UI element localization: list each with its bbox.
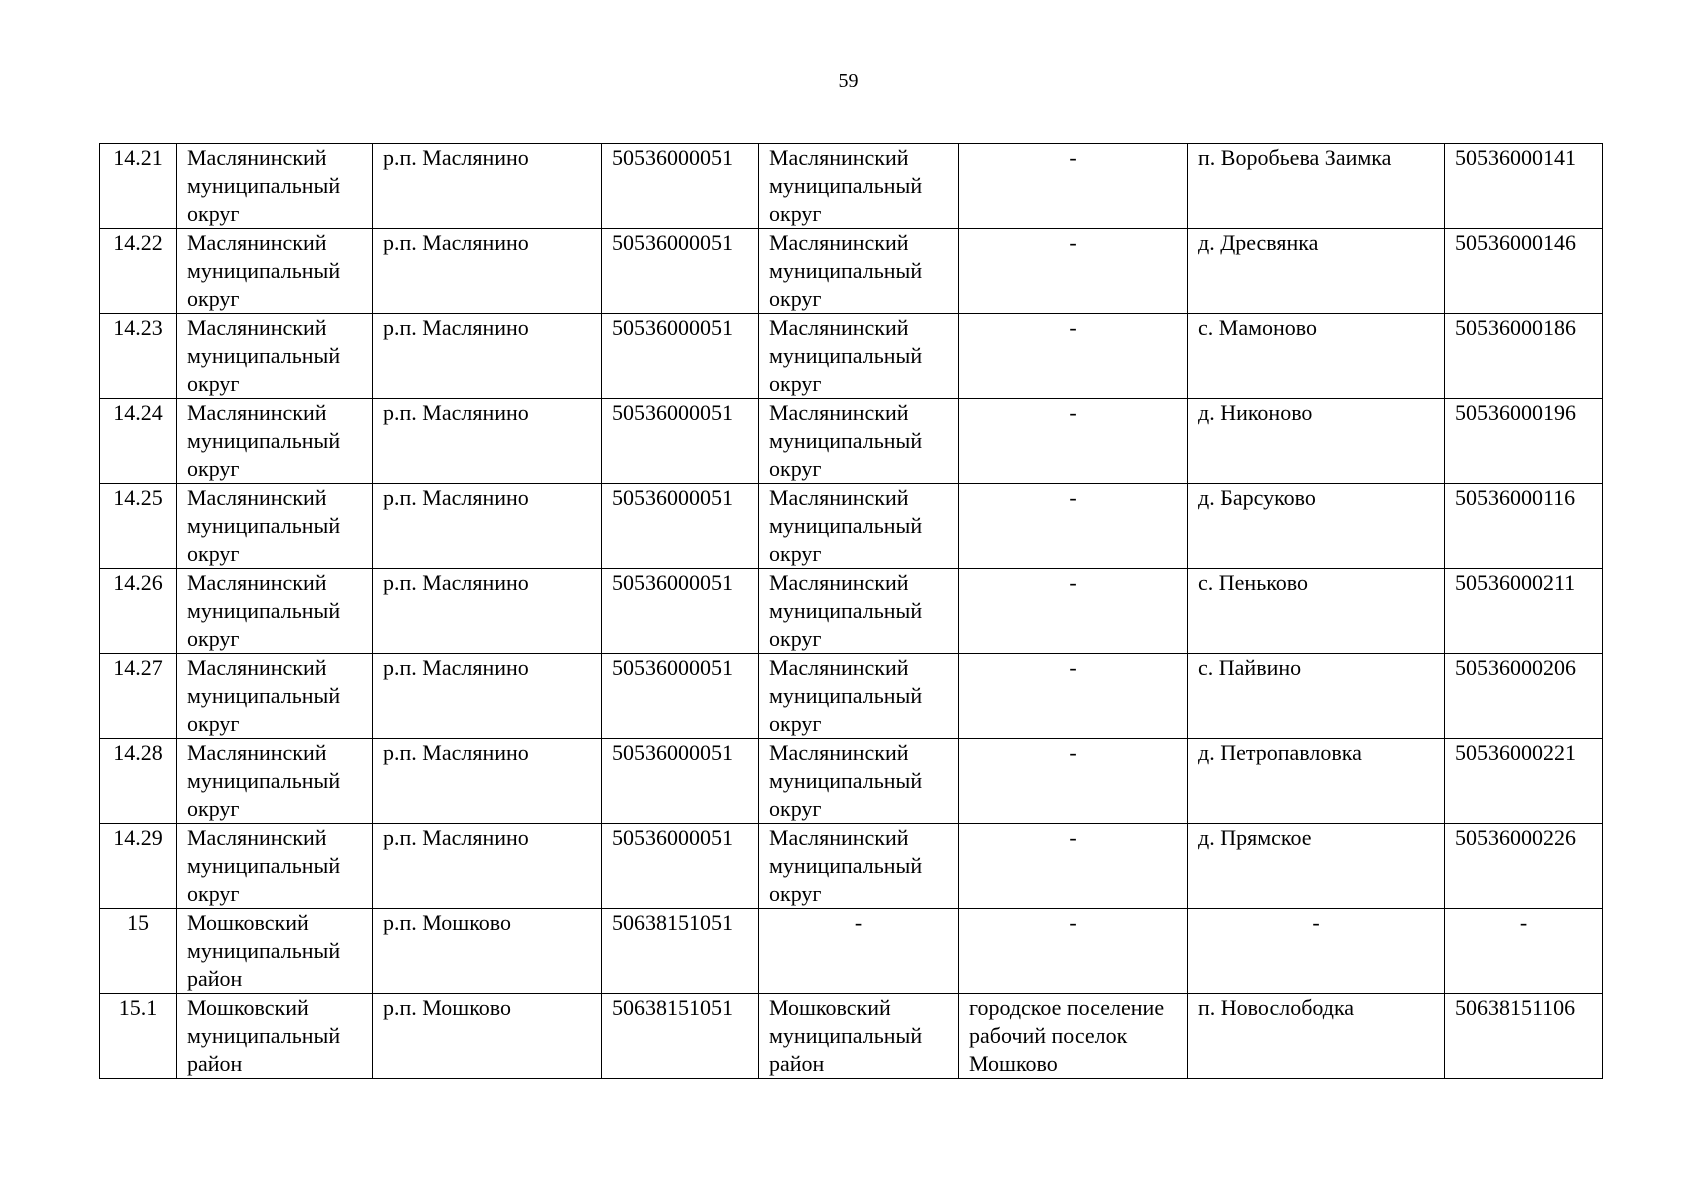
locality-cell: с. Пайвино: [1188, 654, 1445, 739]
district-cell: Маслянинский муниципальный округ: [177, 314, 373, 399]
locality-code-cell: 50536000226: [1445, 824, 1603, 909]
district-cell: Маслянинский муниципальный округ: [177, 229, 373, 314]
district-cell: Маслянинский муниципальный округ: [177, 484, 373, 569]
settlement-cell: -: [959, 144, 1188, 229]
municipality-cell: Маслянинский муниципальный округ: [759, 144, 959, 229]
admin-center-cell: р.п. Мошково: [373, 994, 602, 1079]
locality-code-cell: -: [1445, 909, 1603, 994]
table-body: [100, 144, 1603, 1079]
row-number-cell: 14.29: [100, 824, 177, 909]
admin-center-cell: р.п. Маслянино: [373, 229, 602, 314]
oktmo-code-cell: 50536000051: [602, 399, 759, 484]
locality-code-cell: 50536000196: [1445, 399, 1603, 484]
admin-center-cell: р.п. Маслянино: [373, 824, 602, 909]
oktmo-code-cell: 50536000051: [602, 739, 759, 824]
settlement-cell: -: [959, 654, 1188, 739]
settlements-table: [99, 143, 1603, 1079]
settlement-cell: -: [959, 229, 1188, 314]
admin-center-cell: р.п. Маслянино: [373, 399, 602, 484]
settlement-cell: -: [959, 314, 1188, 399]
locality-code-cell: 50536000186: [1445, 314, 1603, 399]
oktmo-code-cell: 50536000051: [602, 654, 759, 739]
row-number-cell: 14.22: [100, 229, 177, 314]
locality-code-cell: 50536000141: [1445, 144, 1603, 229]
locality-cell: с. Мамоново: [1188, 314, 1445, 399]
row-number-cell: 14.25: [100, 484, 177, 569]
municipality-cell: Маслянинский муниципальный округ: [759, 484, 959, 569]
admin-center-cell: р.п. Маслянино: [373, 484, 602, 569]
district-cell: Маслянинский муниципальный округ: [177, 654, 373, 739]
row-number-cell: 15.1: [100, 994, 177, 1079]
row-number-cell: 14.27: [100, 654, 177, 739]
locality-cell: п. Воробьева Заимка: [1188, 144, 1445, 229]
locality-code-cell: 50536000146: [1445, 229, 1603, 314]
table-row: [100, 484, 1603, 569]
row-number-cell: 14.28: [100, 739, 177, 824]
locality-cell: д. Дресвянка: [1188, 229, 1445, 314]
settlement-cell: -: [959, 399, 1188, 484]
locality-code-cell: 50536000206: [1445, 654, 1603, 739]
table-row: [100, 824, 1603, 909]
oktmo-code-cell: 50638151051: [602, 909, 759, 994]
oktmo-code-cell: 50536000051: [602, 229, 759, 314]
municipality-cell: Маслянинский муниципальный округ: [759, 739, 959, 824]
settlement-cell: -: [959, 909, 1188, 994]
municipality-cell: Мошковский муниципальный район: [759, 994, 959, 1079]
locality-cell: с. Пеньково: [1188, 569, 1445, 654]
page-number: 59: [838, 70, 859, 92]
table-row: [100, 314, 1603, 399]
district-cell: Мошковский муниципальный район: [177, 994, 373, 1079]
locality-code-cell: 50536000221: [1445, 739, 1603, 824]
admin-center-cell: р.п. Маслянино: [373, 314, 602, 399]
table-row: [100, 569, 1603, 654]
oktmo-code-cell: 50536000051: [602, 484, 759, 569]
row-number-cell: 14.24: [100, 399, 177, 484]
locality-cell: -: [1188, 909, 1445, 994]
oktmo-code-cell: 50536000051: [602, 314, 759, 399]
settlement-cell: -: [959, 569, 1188, 654]
table-row: [100, 994, 1603, 1079]
municipality-cell: Маслянинский муниципальный округ: [759, 399, 959, 484]
municipality-cell: Маслянинский муниципальный округ: [759, 229, 959, 314]
municipality-cell: -: [759, 909, 959, 994]
table-row: [100, 399, 1603, 484]
admin-center-cell: р.п. Маслянино: [373, 569, 602, 654]
municipality-cell: Маслянинский муниципальный округ: [759, 314, 959, 399]
oktmo-code-cell: 50638151051: [602, 994, 759, 1079]
settlement-cell: -: [959, 739, 1188, 824]
table-row: [100, 909, 1603, 994]
locality-code-cell: 50638151106: [1445, 994, 1603, 1079]
row-number-cell: 14.26: [100, 569, 177, 654]
locality-cell: д. Барсуково: [1188, 484, 1445, 569]
locality-cell: п. Новослободка: [1188, 994, 1445, 1079]
table-row: [100, 739, 1603, 824]
admin-center-cell: р.п. Мошково: [373, 909, 602, 994]
district-cell: Маслянинский муниципальный округ: [177, 569, 373, 654]
settlement-cell: -: [959, 484, 1188, 569]
locality-cell: д. Петропавловка: [1188, 739, 1445, 824]
settlement-cell: -: [959, 824, 1188, 909]
municipality-cell: Маслянинский муниципальный округ: [759, 569, 959, 654]
locality-code-cell: 50536000116: [1445, 484, 1603, 569]
admin-center-cell: р.п. Маслянино: [373, 144, 602, 229]
district-cell: Мошковский муниципальный район: [177, 909, 373, 994]
row-number-cell: 15: [100, 909, 177, 994]
row-number-cell: 14.21: [100, 144, 177, 229]
locality-cell: д. Прямское: [1188, 824, 1445, 909]
district-cell: Маслянинский муниципальный округ: [177, 399, 373, 484]
district-cell: Маслянинский муниципальный округ: [177, 144, 373, 229]
row-number-cell: 14.23: [100, 314, 177, 399]
district-cell: Маслянинский муниципальный округ: [177, 739, 373, 824]
locality-cell: д. Никоново: [1188, 399, 1445, 484]
district-cell: Маслянинский муниципальный округ: [177, 824, 373, 909]
locality-code-cell: 50536000211: [1445, 569, 1603, 654]
table-row: [100, 229, 1603, 314]
admin-center-cell: р.п. Маслянино: [373, 739, 602, 824]
settlement-cell: городское поселение рабочий поселок Мошково: [959, 994, 1188, 1079]
oktmo-code-cell: 50536000051: [602, 144, 759, 229]
municipality-cell: Маслянинский муниципальный округ: [759, 654, 959, 739]
oktmo-code-cell: 50536000051: [602, 824, 759, 909]
municipality-cell: Маслянинский муниципальный округ: [759, 824, 959, 909]
oktmo-code-cell: 50536000051: [602, 569, 759, 654]
table-row: [100, 654, 1603, 739]
table-row: [100, 144, 1603, 229]
admin-center-cell: р.п. Маслянино: [373, 654, 602, 739]
